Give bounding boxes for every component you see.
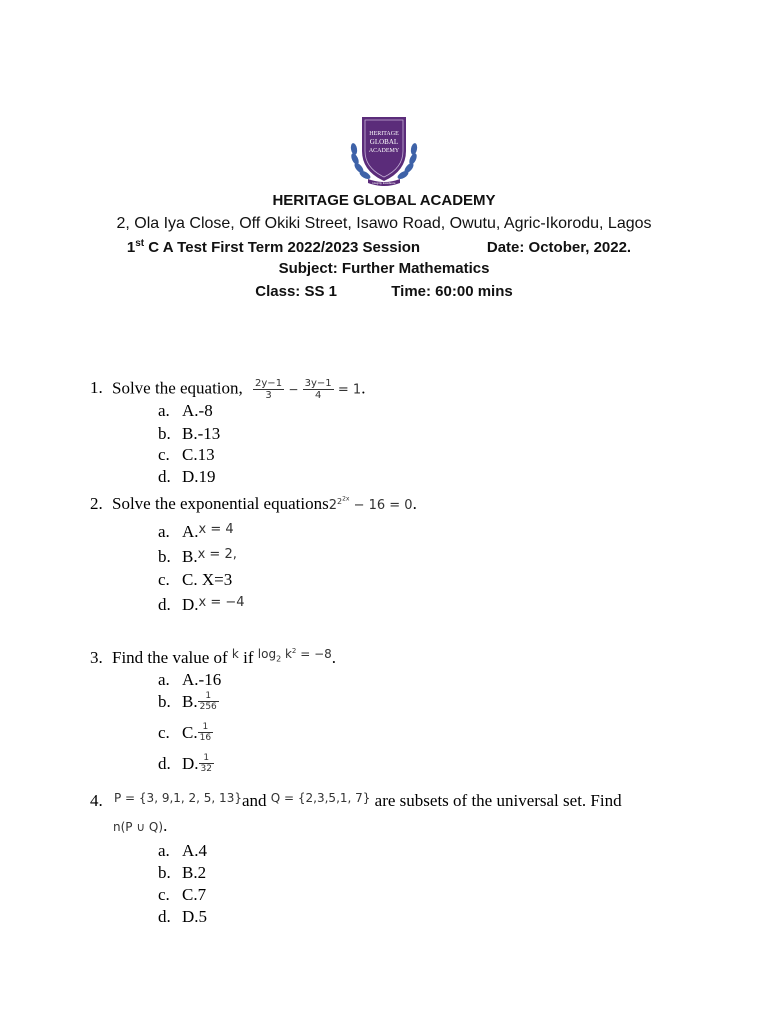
option[interactable]: a. A.$^{x = 4}$ xyxy=(158,522,234,541)
time-label: Time: 60:00 mins xyxy=(391,283,513,300)
test-line xyxy=(0,238,768,256)
question-number: 4. xyxy=(90,791,103,810)
test-title: C A Test First Term 2022/2023 Session xyxy=(144,239,421,256)
fraction-1: $\frac{2y-1}{3}$ xyxy=(255,378,283,401)
question-text: Solve the exponential equations xyxy=(112,494,329,513)
option[interactable]: b. B.-13 xyxy=(158,424,221,443)
logo-text-1: HERITAGE xyxy=(369,131,399,137)
option[interactable]: d. D. $\frac{1}{32}$ xyxy=(158,753,212,774)
minus-sign: − xyxy=(288,382,299,397)
test-ordinal-sup: st xyxy=(135,238,145,249)
school-logo xyxy=(346,113,422,189)
question-4-line-2: n(P ∪ Q). xyxy=(113,816,168,835)
question-2: 2. Solve the exponential $equations2^{2^{2x}} - 16 = 0$. xyxy=(90,494,417,513)
question-number: 3. xyxy=(90,648,103,667)
set-p: P = {3, 9,1, 2, 5, 13} xyxy=(114,791,242,805)
test-ordinal: 1 xyxy=(126,239,136,256)
option[interactable]: c. C.7 xyxy=(158,885,207,904)
option[interactable]: d. D.$^{x = -4}$ xyxy=(158,595,245,614)
union-expression: n(P ∪ Q) xyxy=(113,820,164,834)
option[interactable]: a. A.-16 xyxy=(158,670,222,689)
question-4 xyxy=(90,791,622,811)
option[interactable]: c. C. X=3 xyxy=(158,570,233,589)
test-date: Date: October, 2022. xyxy=(486,239,632,256)
exponential-equation: $2^{2^{2x}} - 16 = 0$ xyxy=(328,495,413,513)
subject-line: Subject: Further Mathematics xyxy=(278,260,490,277)
log-equation: log2 k2 = −8 xyxy=(257,647,332,664)
option[interactable]: b. B. $\frac{1}{256}$ xyxy=(158,691,217,712)
option[interactable]: b. B.$^{x = 2,}$ xyxy=(158,547,237,566)
set-q: Q = {2,3,5,1, 7} xyxy=(270,791,371,805)
logo-text-3: ACADEMY xyxy=(368,148,400,154)
option[interactable]: d. D.19 xyxy=(158,467,216,486)
question-number: 1. xyxy=(90,378,103,398)
question-number: 2. xyxy=(90,494,103,513)
question-text-2: if xyxy=(243,648,254,667)
question-1: 1. Solve the equation, $\frac{2y-1}{3}$ − $\frac{3y-1}{4}$ = 1. xyxy=(90,378,366,401)
question-text: Solve the equation, xyxy=(112,378,243,398)
logo-text-2: GLOBAL xyxy=(369,138,399,146)
equation-rhs: = 1 xyxy=(337,382,362,398)
fraction-2: $\frac{3y-1}{4}$ xyxy=(304,378,332,401)
option[interactable]: a. A.4 xyxy=(158,841,208,860)
variable-k: k xyxy=(231,647,239,661)
question-3: 3. Find the value of $^k$ if $^{log_2 k^2 = -8}$. xyxy=(90,647,337,667)
class-label: Class: SS 1 xyxy=(255,283,337,300)
option[interactable]: d. D.5 xyxy=(158,907,208,926)
school-name: HERITAGE GLOBAL ACADEMY xyxy=(272,192,496,209)
school-address: 2, Ola Iya Close, Off Okiki Street, Isawo Road, Owutu, Agric-Ikorodu, Lagos xyxy=(116,215,652,232)
option[interactable]: a. A.-8 xyxy=(158,401,213,420)
option[interactable]: b. B.2 xyxy=(158,863,207,882)
question-text: Find the value of xyxy=(112,648,228,667)
option[interactable]: c. C. $\frac{1}{16}$ xyxy=(158,722,212,743)
question-text: are subsets of the universal set. Find xyxy=(370,791,622,810)
question-text-and: and xyxy=(241,791,267,810)
logo-ribbon-text: Integrity, Excellence xyxy=(372,182,396,185)
class-time-line xyxy=(0,283,768,300)
option[interactable]: c. C.13 xyxy=(158,445,215,464)
